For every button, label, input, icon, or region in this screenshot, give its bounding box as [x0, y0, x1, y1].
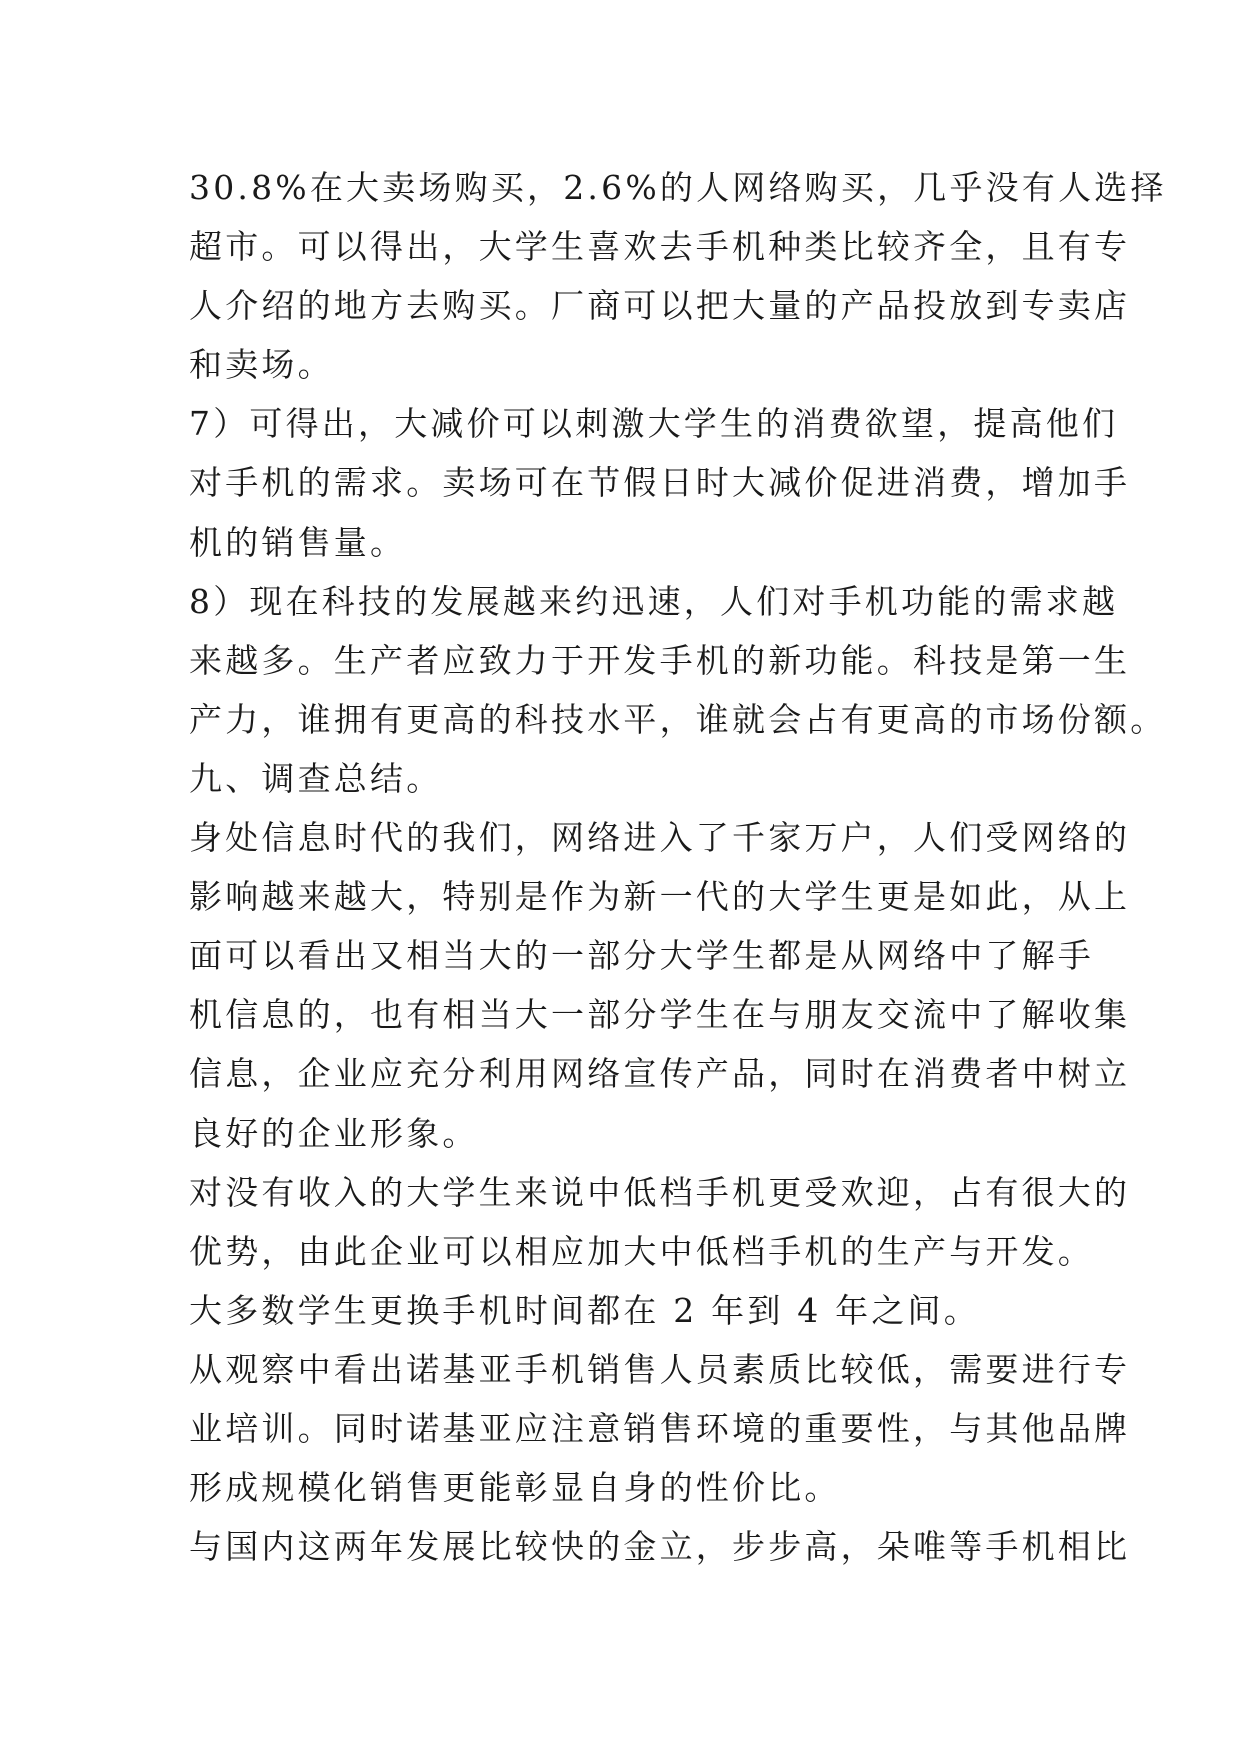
- text-line: 机信息的，也有相当大一部分学生在与朋友交流中了解收集: [189, 995, 1131, 1035]
- text-line: 人介绍的地方去购买。厂商可以把大量的产品投放到专卖店: [189, 286, 1131, 326]
- text-line: 信息，企业应充分利用网络宣传产品，同时在消费者中树立: [189, 1054, 1131, 1094]
- text-line: 30.8%在大卖场购买，2.6%的人网络购买，几乎没有人选择: [189, 168, 1167, 207]
- text-line: 大多数学生更换手机时间都在 2 年到 4 年之间。: [189, 1290, 980, 1330]
- text-line: 从观察中看出诺基亚手机销售人员素质比较低，需要进行专: [189, 1349, 1131, 1389]
- text-line: 身处信息时代的我们，网络进入了千家万户，人们受网络的: [189, 818, 1131, 858]
- text-line: 8）现在科技的发展越来约迅速，人们对手机功能的需求越: [189, 581, 1119, 621]
- text-line: 影响越来越大，特别是作为新一代的大学生更是如此，从上: [189, 877, 1131, 917]
- text-line: 优势，由此企业可以相应加大中低档手机的生产与开发。: [189, 1231, 1094, 1271]
- text-line: 良好的企业形象。: [189, 1113, 479, 1153]
- text-line: 对手机的需求。卖场可在节假日时大减价促进消费，增加手: [189, 463, 1131, 503]
- text-line: 形成规模化销售更能彰显自身的性价比。: [189, 1468, 841, 1508]
- text-line: 对没有收入的大学生来说中低档手机更受欢迎，占有很大的: [189, 1172, 1131, 1212]
- section-heading: 九、调查总结。: [189, 758, 443, 798]
- text-line: 与国内这两年发展比较快的金立，步步高，朵唯等手机相比: [189, 1527, 1131, 1567]
- text-line: 业培训。同时诺基亚应注意销售环境的重要性，与其他品牌: [189, 1408, 1131, 1448]
- text-line: 7）可得出，大减价可以刺激大学生的消费欲望，提高他们: [189, 404, 1119, 444]
- text-line: 产力，谁拥有更高的科技水平，谁就会占有更高的市场份额。: [189, 699, 1167, 739]
- text-line: 和卖场。: [189, 345, 334, 385]
- text-line: 机的销售量。: [189, 522, 407, 562]
- document-body: [189, 158, 1167, 1576]
- text-line: 超市。可以得出，大学生喜欢去手机种类比较齐全，且有专: [189, 227, 1131, 267]
- text-line: 来越多。生产者应致力于开发手机的新功能。科技是第一生: [189, 640, 1131, 680]
- text-line: 面可以看出又相当大的一部分大学生都是从网络中了解手: [189, 936, 1094, 976]
